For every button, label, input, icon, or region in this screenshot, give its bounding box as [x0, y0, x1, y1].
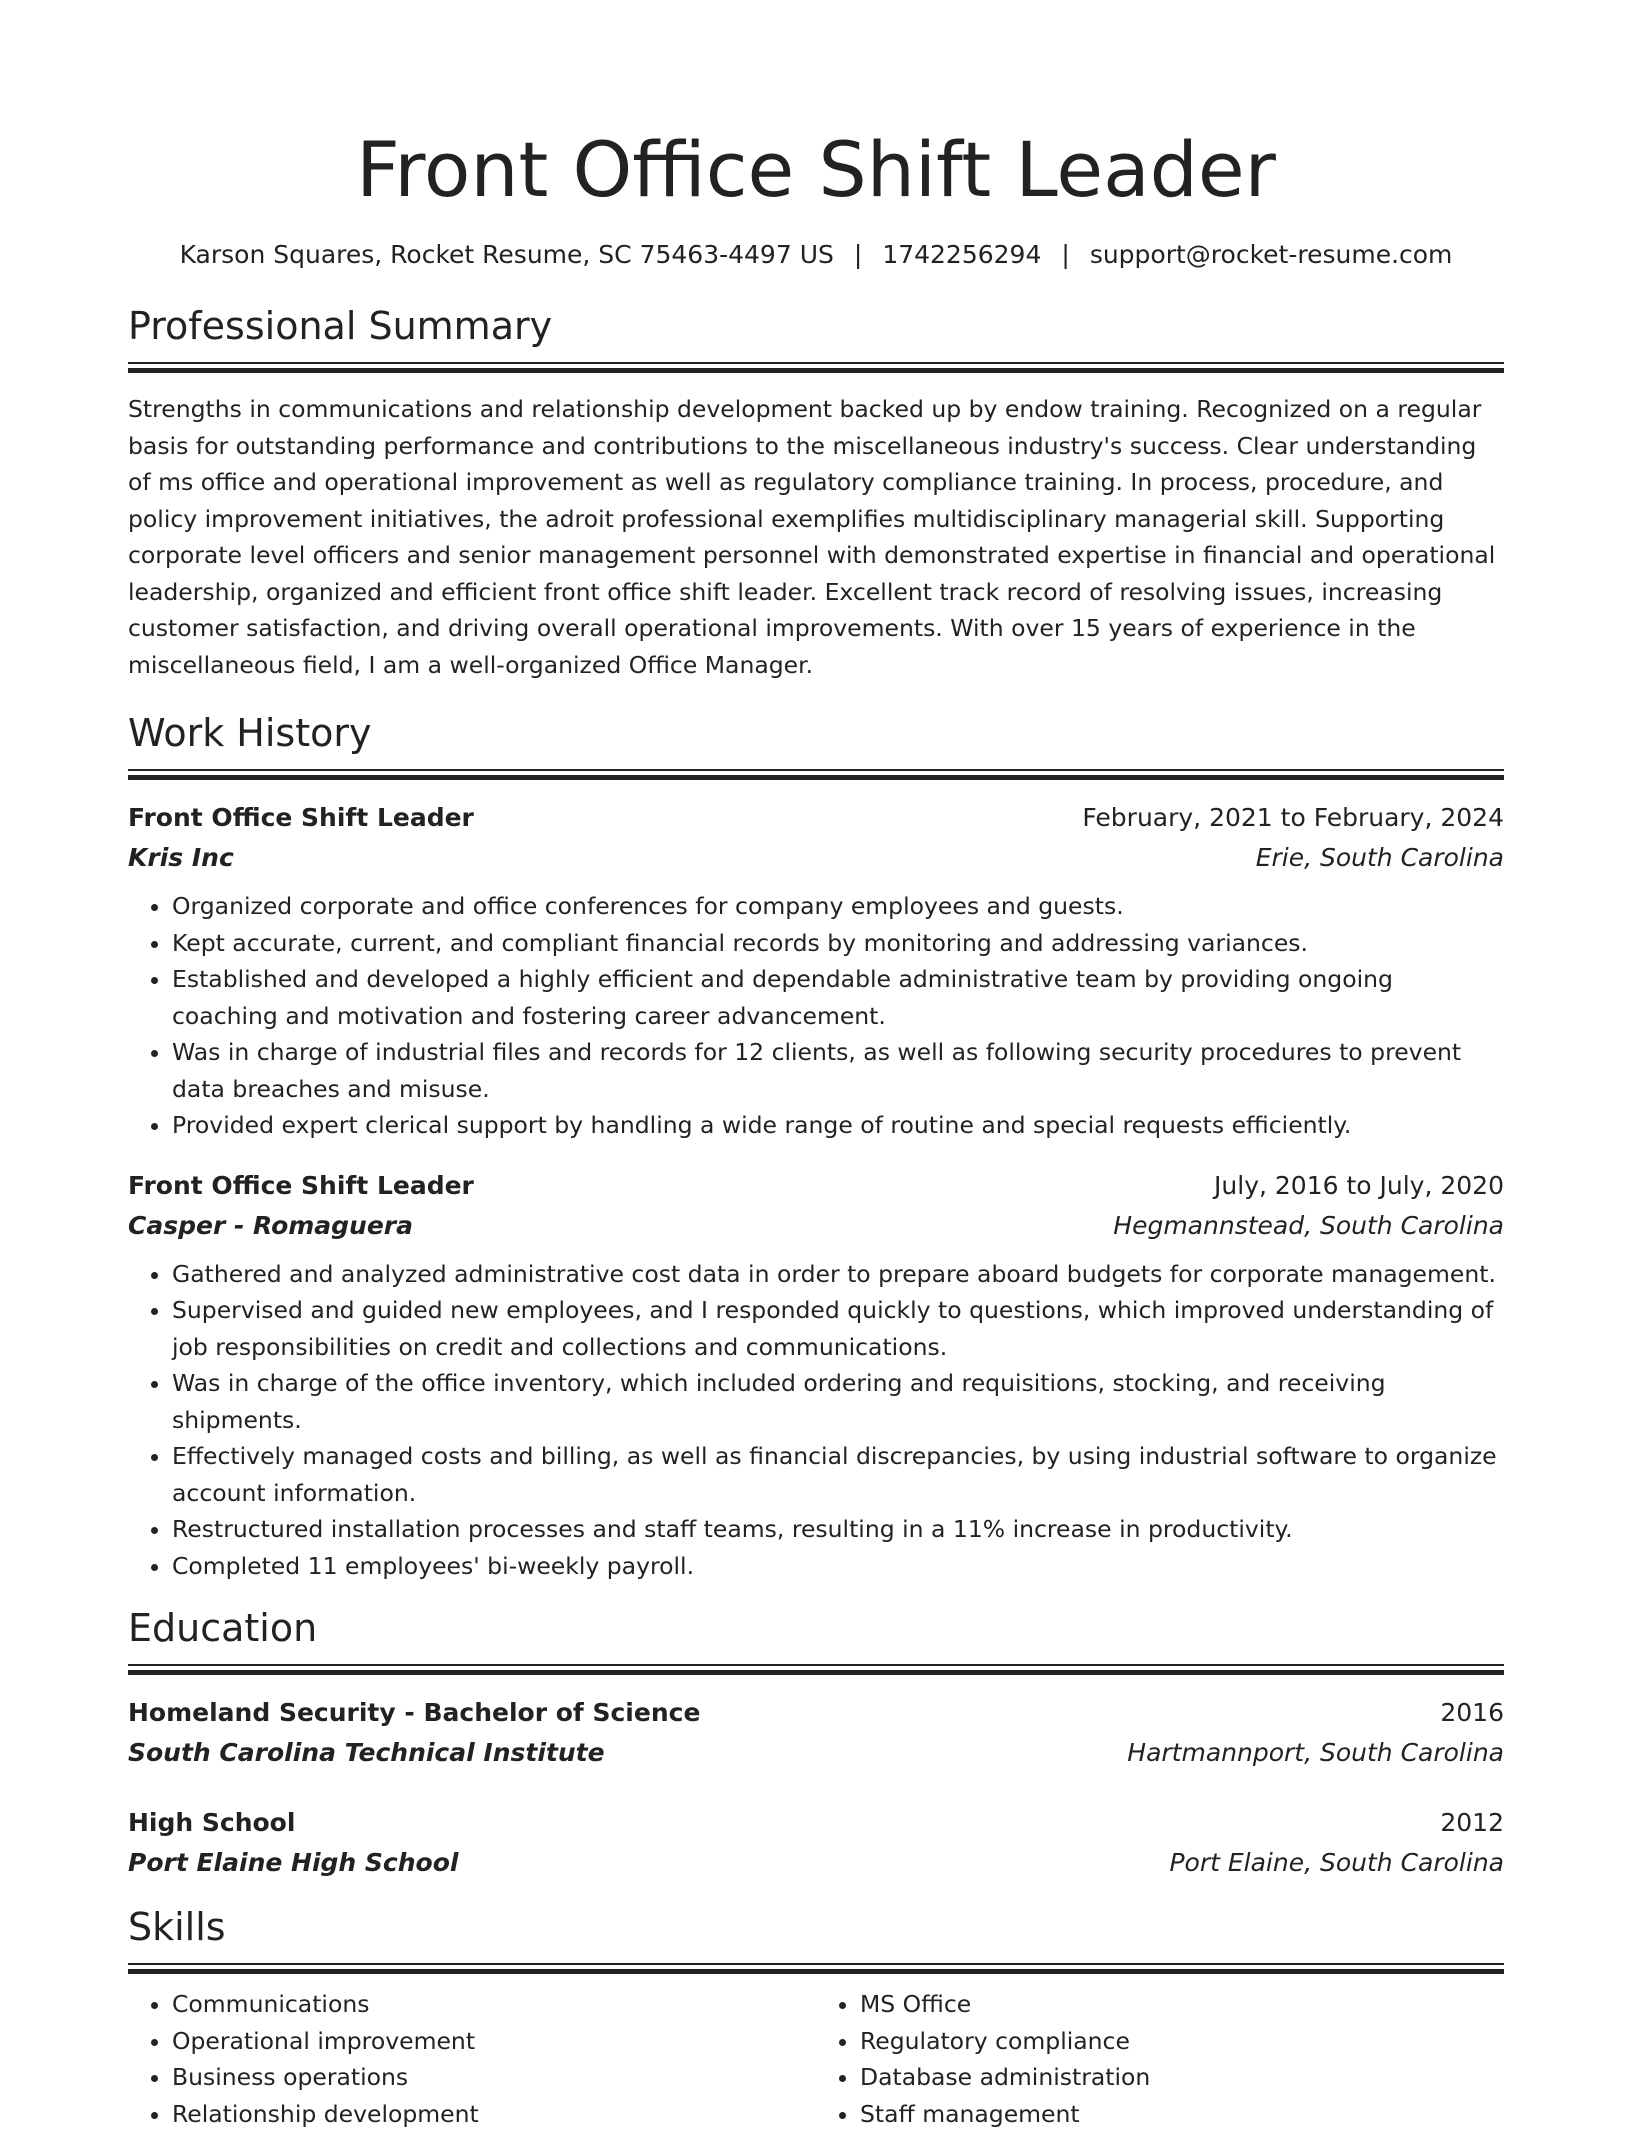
- section-divider: [128, 1963, 1504, 1974]
- list-item: • Completed 11 employees' bi-weekly payroll.: [172, 1548, 1504, 1585]
- skills-list-left: [128, 1986, 816, 2132]
- education-entry: [128, 1803, 1504, 1883]
- skill-item: • Relationship development: [172, 2096, 816, 2132]
- education-header-row: [128, 1803, 1504, 1843]
- skill-item: • Operational improvement: [172, 2023, 816, 2060]
- education-section: [128, 1604, 1504, 1883]
- list-item: • Supervised and guided new employees, and I responded quickly to questions, which improved understanding of job responsibilities on credit and collections and communications.: [172, 1292, 1504, 1365]
- list-item: • Provided expert clerical support by handling a wide range of routine and special requests efficiently.: [172, 1107, 1504, 1144]
- job-company: Casper - Romaguera: [128, 1206, 413, 1246]
- section-divider: [128, 769, 1504, 780]
- summary-text: Strengths in communications and relationship development backed up by endow training. Recognized on a regular basis for outstanding performance and contributions to the miscellaneous industry's success. Clear understanding of ms office and operational improvement as well as regulatory compliance training. In process, procedure, and policy improvement initiatives, the adroit professional exemplifies multidisciplinary managerial skill. Supporting corporate level officers and senior management personnel with demonstrated expertise in financial and operational leadership, organized and efficient front office shift leader. Excellent track record of resolving issues, increasing customer satisfaction, and driving overall operational improvements. With over 15 years of experience in the miscellaneous field, I am a well-organized Office Manager.: [128, 391, 1504, 683]
- skill-item: • Business operations: [172, 2059, 816, 2096]
- skills-list-right: [816, 1986, 1504, 2132]
- list-item: • Effectively managed costs and billing, as well as financial discrepancies, by using industrial software to organize account information.: [172, 1438, 1504, 1511]
- list-item: • Was in charge of the office inventory, which included ordering and requisitions, stocking, and receiving shipments.: [172, 1365, 1504, 1438]
- job-header-row: [128, 1166, 1504, 1206]
- job-bullets: [128, 1256, 1504, 1585]
- section-divider: [128, 362, 1504, 373]
- job-entry: [128, 798, 1504, 1144]
- job-role: Front Office Shift Leader: [128, 1166, 474, 1206]
- education-degree: Homeland Security - Bachelor of Science: [128, 1693, 700, 1733]
- education-header-row: [128, 1693, 1504, 1733]
- job-role: Front Office Shift Leader: [128, 798, 474, 838]
- list-item: • Gathered and analyzed administrative cost data in order to prepare aboard budgets for corporate management.: [172, 1256, 1504, 1293]
- skills-columns: [128, 1986, 1504, 2132]
- education-location: Port Elaine, South Carolina: [1169, 1843, 1504, 1883]
- summary-section: [128, 302, 1504, 683]
- list-item: • Was in charge of industrial files and records for 12 clients, as well as following security procedures to prevent data breaches and misuse.: [172, 1034, 1504, 1107]
- education-year: 2012: [1440, 1803, 1504, 1843]
- section-title: Professional Summary: [128, 302, 1504, 350]
- list-item: • Organized corporate and office conferences for company employees and guests.: [172, 888, 1504, 925]
- education-entry: [128, 1693, 1504, 1773]
- contact-email: support@rocket-resume.com: [1090, 240, 1453, 269]
- contact-line: [128, 238, 1504, 272]
- list-item: • Restructured installation processes and staff teams, resulting in a 11% increase in productivity.: [172, 1511, 1504, 1548]
- education-year: 2016: [1440, 1693, 1504, 1733]
- contact-separator: |: [834, 240, 882, 269]
- section-title: Skills: [128, 1903, 1504, 1951]
- education-school: Port Elaine High School: [128, 1843, 458, 1883]
- education-degree: High School: [128, 1803, 295, 1843]
- job-location: Hegmannstead, South Carolina: [1113, 1206, 1504, 1246]
- job-company: Kris Inc: [128, 838, 234, 878]
- resume-page: [128, 0, 1504, 2132]
- education-school-row: [128, 1733, 1504, 1773]
- contact-phone: 1742256294: [882, 240, 1041, 269]
- contact-separator: |: [1041, 240, 1089, 269]
- work-history-section: [128, 709, 1504, 1584]
- contact-address: Karson Squares, Rocket Resume, SC 75463-4497 US: [180, 240, 834, 269]
- skill-item: • Database administration: [860, 2059, 1504, 2096]
- list-item: • Kept accurate, current, and compliant financial records by monitoring and addressing variances.: [172, 925, 1504, 962]
- skill-item: • Regulatory compliance: [860, 2023, 1504, 2060]
- job-dates: February, 2021 to February, 2024: [1082, 798, 1504, 838]
- skill-item: • Communications: [172, 1986, 816, 2023]
- section-divider: [128, 1664, 1504, 1675]
- resume-name: Front Office Shift Leader: [128, 122, 1504, 218]
- section-title: Work History: [128, 709, 1504, 757]
- job-bullets: [128, 888, 1504, 1144]
- education-location: Hartmannport, South Carolina: [1127, 1733, 1504, 1773]
- job-company-row: [128, 1206, 1504, 1246]
- job-entry: [128, 1166, 1504, 1585]
- education-school: South Carolina Technical Institute: [128, 1733, 605, 1773]
- education-school-row: [128, 1843, 1504, 1883]
- skill-item: • Staff management: [860, 2096, 1504, 2132]
- skills-section: [128, 1903, 1504, 2132]
- job-location: Erie, South Carolina: [1256, 838, 1504, 878]
- job-company-row: [128, 838, 1504, 878]
- list-item: • Established and developed a highly efficient and dependable administrative team by providing ongoing coaching and motivation and fostering career advancement.: [172, 961, 1504, 1034]
- job-header-row: [128, 798, 1504, 838]
- job-dates: July, 2016 to July, 2020: [1214, 1166, 1504, 1206]
- skill-item: • MS Office: [860, 1986, 1504, 2023]
- section-title: Education: [128, 1604, 1504, 1652]
